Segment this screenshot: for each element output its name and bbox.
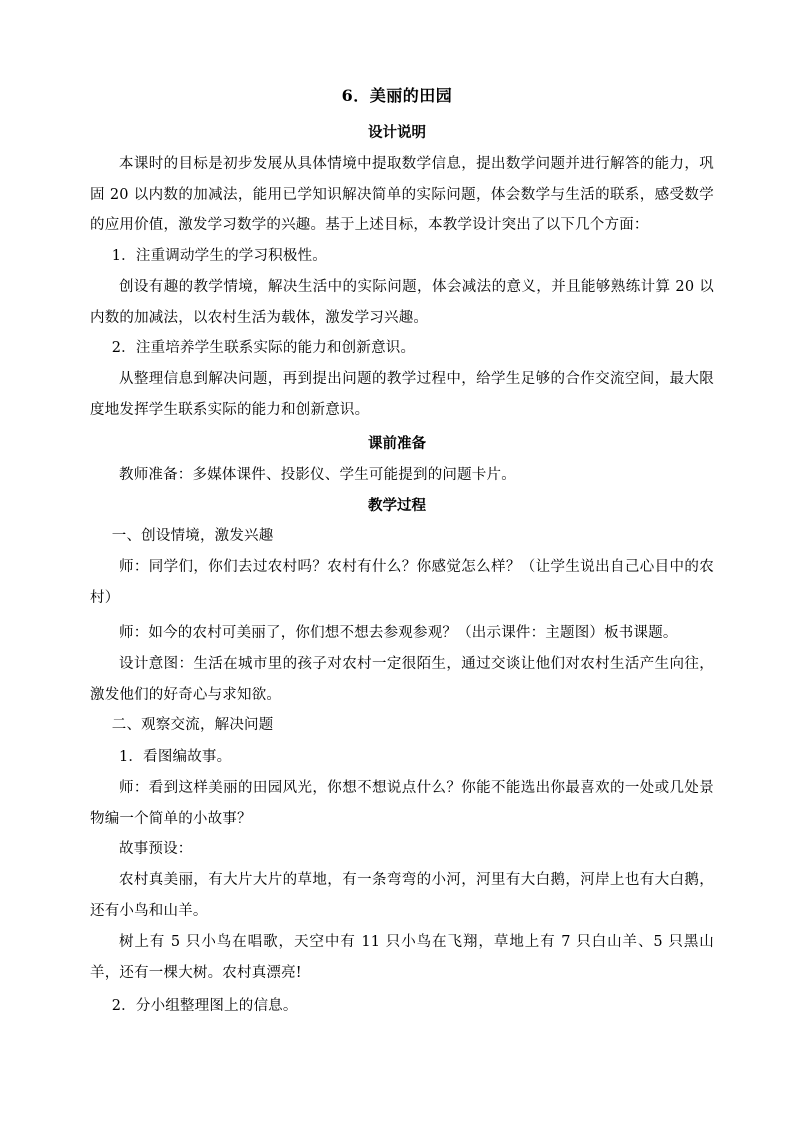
paragraph-goals: 本课时的目标是初步发展从具体情境中提取数学信息，提出数学问题并进行解答的能力，巩固 20 以内数的加减法，能用已学知识解决简单的实际问题，体会数学与生活的联系，感受数学的应用价值，激发学习数学的兴趣。基于上述目标，本教学设计突出了以下几个方面： [90, 156, 714, 233]
paragraph-story-preset: 故事预设： [119, 841, 193, 857]
paragraph-point-2-detail: 从整理信息到解决问题，再到提出问题的教学过程中，给学生足够的合作交流空间，最大限度地发挥学生联系实际的能力和创新意识。 [90, 371, 714, 418]
paragraph-group-task: 2．分小组整理图上的信息。 [111, 998, 298, 1014]
paragraph-story-2: 树上有 5 只小鸟在唱歌，天空中有 11 只小鸟在飞翔，草地上有 7 只白山羊、5 只黑山羊，还有一棵大树。农村真漂亮! [90, 934, 714, 981]
paragraph-point-2: 2．注重培养学生联系实际的能力和创新意识。 [111, 340, 416, 356]
paragraph-story-1: 农村真美丽，有大片大片的草地，有一条弯弯的小河，河里有大白鹅，河岸上也有大白鹅，还有小鸟和山羊。 [90, 872, 714, 919]
paragraph-step-1-heading: 一、创设情境，激发兴趣 [111, 528, 274, 544]
section-heading-prep: 课前准备 [368, 435, 426, 452]
paragraph-point-1-detail: 创设有趣的教学情境，解决生活中的实际问题，体会减法的意义，并且能够熟练计算 20 以内数的加减法，以农村生活为载体，激发学习兴趣。 [90, 279, 714, 326]
paragraph-story-task: 1．看图编故事。 [119, 749, 232, 765]
paragraph-teacher-story-question: 师：看到这样美丽的田园风光，你想不想说点什么？你能不能选出你最喜欢的一处或几处景物编一个简单的小故事？ [90, 780, 714, 827]
paragraph-design-intent: 设计意图：生活在城市里的孩子对农村一定很陌生，通过交谈让他们对农村生活产生向往，激发他们的好奇心与求知欲。 [90, 656, 714, 703]
section-heading-design: 设计说明 [368, 124, 426, 141]
paragraph-teacher-prep: 教师准备：多媒体课件、投影仪、学生可能提到的问题卡片。 [119, 467, 516, 483]
section-heading-process: 教学过程 [368, 497, 426, 514]
document-title: 6．美丽的田园 [341, 86, 453, 105]
paragraph-point-1: 1．注重调动学生的学习积极性。 [111, 248, 327, 264]
paragraph-teacher-intro: 师：如今的农村可美丽了，你们想不想去参观参观？（出示课件：主题图）板书课题。 [119, 625, 678, 641]
paragraph-step-2-heading: 二、观察交流，解决问题 [111, 717, 274, 733]
paragraph-teacher-question: 师：同学们，你们去过农村吗？农村有什么？你感觉怎么样？（让学生说出自己心目中的农村） [90, 559, 714, 606]
